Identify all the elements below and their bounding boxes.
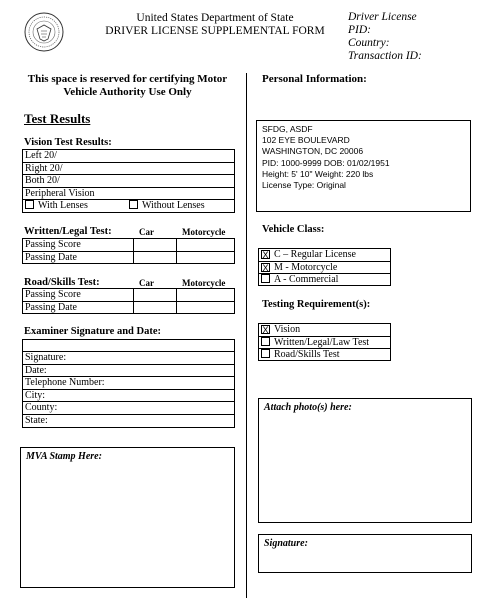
mva-stamp-box[interactable] bbox=[20, 447, 235, 588]
road-score-car-cell[interactable] bbox=[134, 289, 177, 301]
written-date-motorcycle-cell[interactable] bbox=[177, 252, 234, 265]
without-lenses-label: Without Lenses bbox=[142, 200, 205, 211]
written-passing-score-label: Passing Score bbox=[23, 239, 134, 251]
testing-road-option[interactable] bbox=[259, 349, 390, 362]
country-label: Country: bbox=[348, 37, 390, 49]
test-results-title: Test Results bbox=[24, 111, 91, 126]
road-passing-date-label: Passing Date bbox=[23, 302, 134, 315]
road-date-car-cell[interactable] bbox=[134, 302, 177, 315]
vehicle-class-a-option[interactable] bbox=[259, 274, 390, 287]
vehicle-class-a-checkbox[interactable] bbox=[261, 274, 270, 283]
testing-written-option[interactable] bbox=[259, 337, 390, 350]
written-date-car-cell[interactable] bbox=[134, 252, 177, 265]
examiner-state-field[interactable]: State: bbox=[25, 414, 48, 426]
person-name: SFDG, ASDF bbox=[262, 124, 313, 134]
road-score-motorcycle-cell[interactable] bbox=[177, 289, 234, 301]
testing-road-checkbox[interactable] bbox=[261, 349, 270, 358]
examiner-date-field[interactable]: Date: bbox=[23, 365, 234, 378]
vision-both-field[interactable]: Both 20/ bbox=[23, 175, 234, 188]
vision-title: Vision Test Results: bbox=[24, 137, 112, 148]
vision-left-field[interactable]: Left 20/ bbox=[23, 150, 234, 163]
road-test-title: Road/Skills Test: bbox=[24, 277, 100, 288]
header-id-block bbox=[348, 11, 422, 63]
mva-stamp-label: MVA Stamp Here: bbox=[26, 451, 102, 462]
person-license-type: License Type: Original bbox=[262, 180, 346, 191]
reserved-line-2: Vehicle Authority Use Only bbox=[63, 86, 192, 98]
written-car-header: Car bbox=[139, 227, 154, 237]
written-passing-score-row bbox=[23, 239, 234, 252]
testing-requirements-title: Testing Requirement(s): bbox=[262, 299, 371, 310]
signature-label: Signature: bbox=[264, 538, 308, 549]
road-passing-score-row bbox=[23, 289, 234, 302]
pid-label: PID: bbox=[348, 24, 371, 36]
signature-box[interactable] bbox=[258, 534, 472, 573]
lenses-row bbox=[23, 200, 234, 213]
person-address-2: WASHINGTON, DC 20006 bbox=[262, 146, 364, 157]
form-header bbox=[95, 12, 335, 38]
vision-table bbox=[22, 149, 235, 213]
vision-right-field[interactable]: Right 20/ bbox=[23, 163, 234, 176]
examiner-county-field[interactable]: County: bbox=[23, 402, 234, 415]
with-lenses-label: With Lenses bbox=[38, 200, 88, 211]
peripheral-vision-field[interactable]: Peripheral Vision bbox=[23, 188, 234, 201]
testing-vision-option[interactable] bbox=[259, 324, 390, 337]
personal-info-title: Personal Information: bbox=[262, 73, 367, 85]
written-motorcycle-header: Motorcycle bbox=[182, 227, 226, 237]
road-car-header: Car bbox=[139, 278, 154, 288]
column-divider bbox=[246, 73, 247, 598]
examiner-signature-field[interactable]: Signature: bbox=[23, 352, 234, 365]
vehicle-class-c-checkbox[interactable]: X bbox=[262, 250, 269, 260]
written-passing-date-row bbox=[23, 252, 234, 265]
photo-label: Attach photo(s) here: bbox=[264, 402, 352, 413]
person-address-1: 102 EYE BOULEVARD bbox=[262, 135, 350, 146]
testing-road-label: Road/Skills Test bbox=[274, 349, 340, 360]
vehicle-class-c-label: C – Regular License bbox=[274, 249, 356, 260]
testing-requirements-table bbox=[258, 323, 391, 361]
vehicle-class-c-option[interactable] bbox=[259, 249, 390, 262]
with-lenses-checkbox[interactable] bbox=[25, 200, 34, 209]
testing-written-checkbox[interactable] bbox=[261, 337, 270, 346]
road-passing-score-label: Passing Score bbox=[23, 289, 134, 301]
vehicle-class-title: Vehicle Class: bbox=[262, 224, 325, 235]
examiner-city-field[interactable]: City: bbox=[23, 390, 234, 403]
vehicle-class-m-checkbox[interactable]: X bbox=[262, 262, 269, 273]
vehicle-class-m-label: M - Motorcycle bbox=[274, 261, 338, 273]
photo-box[interactable] bbox=[258, 398, 472, 523]
vehicle-class-a-label: A - Commercial bbox=[274, 274, 339, 285]
road-test-table bbox=[22, 288, 235, 314]
department-seal-icon bbox=[24, 12, 64, 52]
person-height-weight: Height: 5' 10" Weight: 220 lbs bbox=[262, 168, 374, 179]
examiner-title: Examiner Signature and Date: bbox=[24, 326, 161, 337]
personal-info-box bbox=[256, 120, 471, 212]
examiner-table bbox=[22, 339, 235, 428]
form-title: DRIVER LICENSE SUPPLEMENTAL FORM bbox=[105, 25, 325, 37]
person-pid-dob: PID: 1000-9999 DOB: 01/02/1951 bbox=[262, 157, 390, 168]
agency-name: United States Department of State bbox=[136, 12, 294, 24]
vehicle-class-table bbox=[258, 248, 391, 286]
with-lenses-option[interactable] bbox=[25, 200, 129, 213]
written-passing-date-label: Passing Date bbox=[23, 252, 134, 265]
road-passing-date-row bbox=[23, 302, 234, 315]
written-test-table bbox=[22, 238, 235, 264]
road-date-motorcycle-cell[interactable] bbox=[177, 302, 234, 315]
road-motorcycle-header: Motorcycle bbox=[182, 278, 226, 288]
written-test-title: Written/Legal Test: bbox=[24, 226, 112, 237]
without-lenses-option[interactable] bbox=[129, 200, 205, 213]
reserved-notice bbox=[20, 73, 235, 99]
written-score-motorcycle-cell[interactable] bbox=[177, 239, 234, 251]
testing-vision-checkbox[interactable]: X bbox=[262, 325, 269, 335]
written-score-car-cell[interactable] bbox=[134, 239, 177, 251]
testing-vision-label: Vision bbox=[274, 324, 301, 335]
reserved-line-1: This space is reserved for certifying Motor bbox=[27, 73, 228, 85]
without-lenses-checkbox[interactable] bbox=[129, 200, 138, 209]
transaction-id-label: Transaction ID: bbox=[348, 50, 422, 62]
examiner-telephone-field[interactable]: Telephone Number: bbox=[23, 377, 234, 390]
examiner-rows bbox=[23, 351, 234, 427]
vehicle-class-m-option[interactable] bbox=[259, 262, 390, 275]
driver-license-label: Driver License bbox=[348, 11, 417, 23]
testing-written-label: Written/Legal/Law Test bbox=[274, 336, 370, 348]
